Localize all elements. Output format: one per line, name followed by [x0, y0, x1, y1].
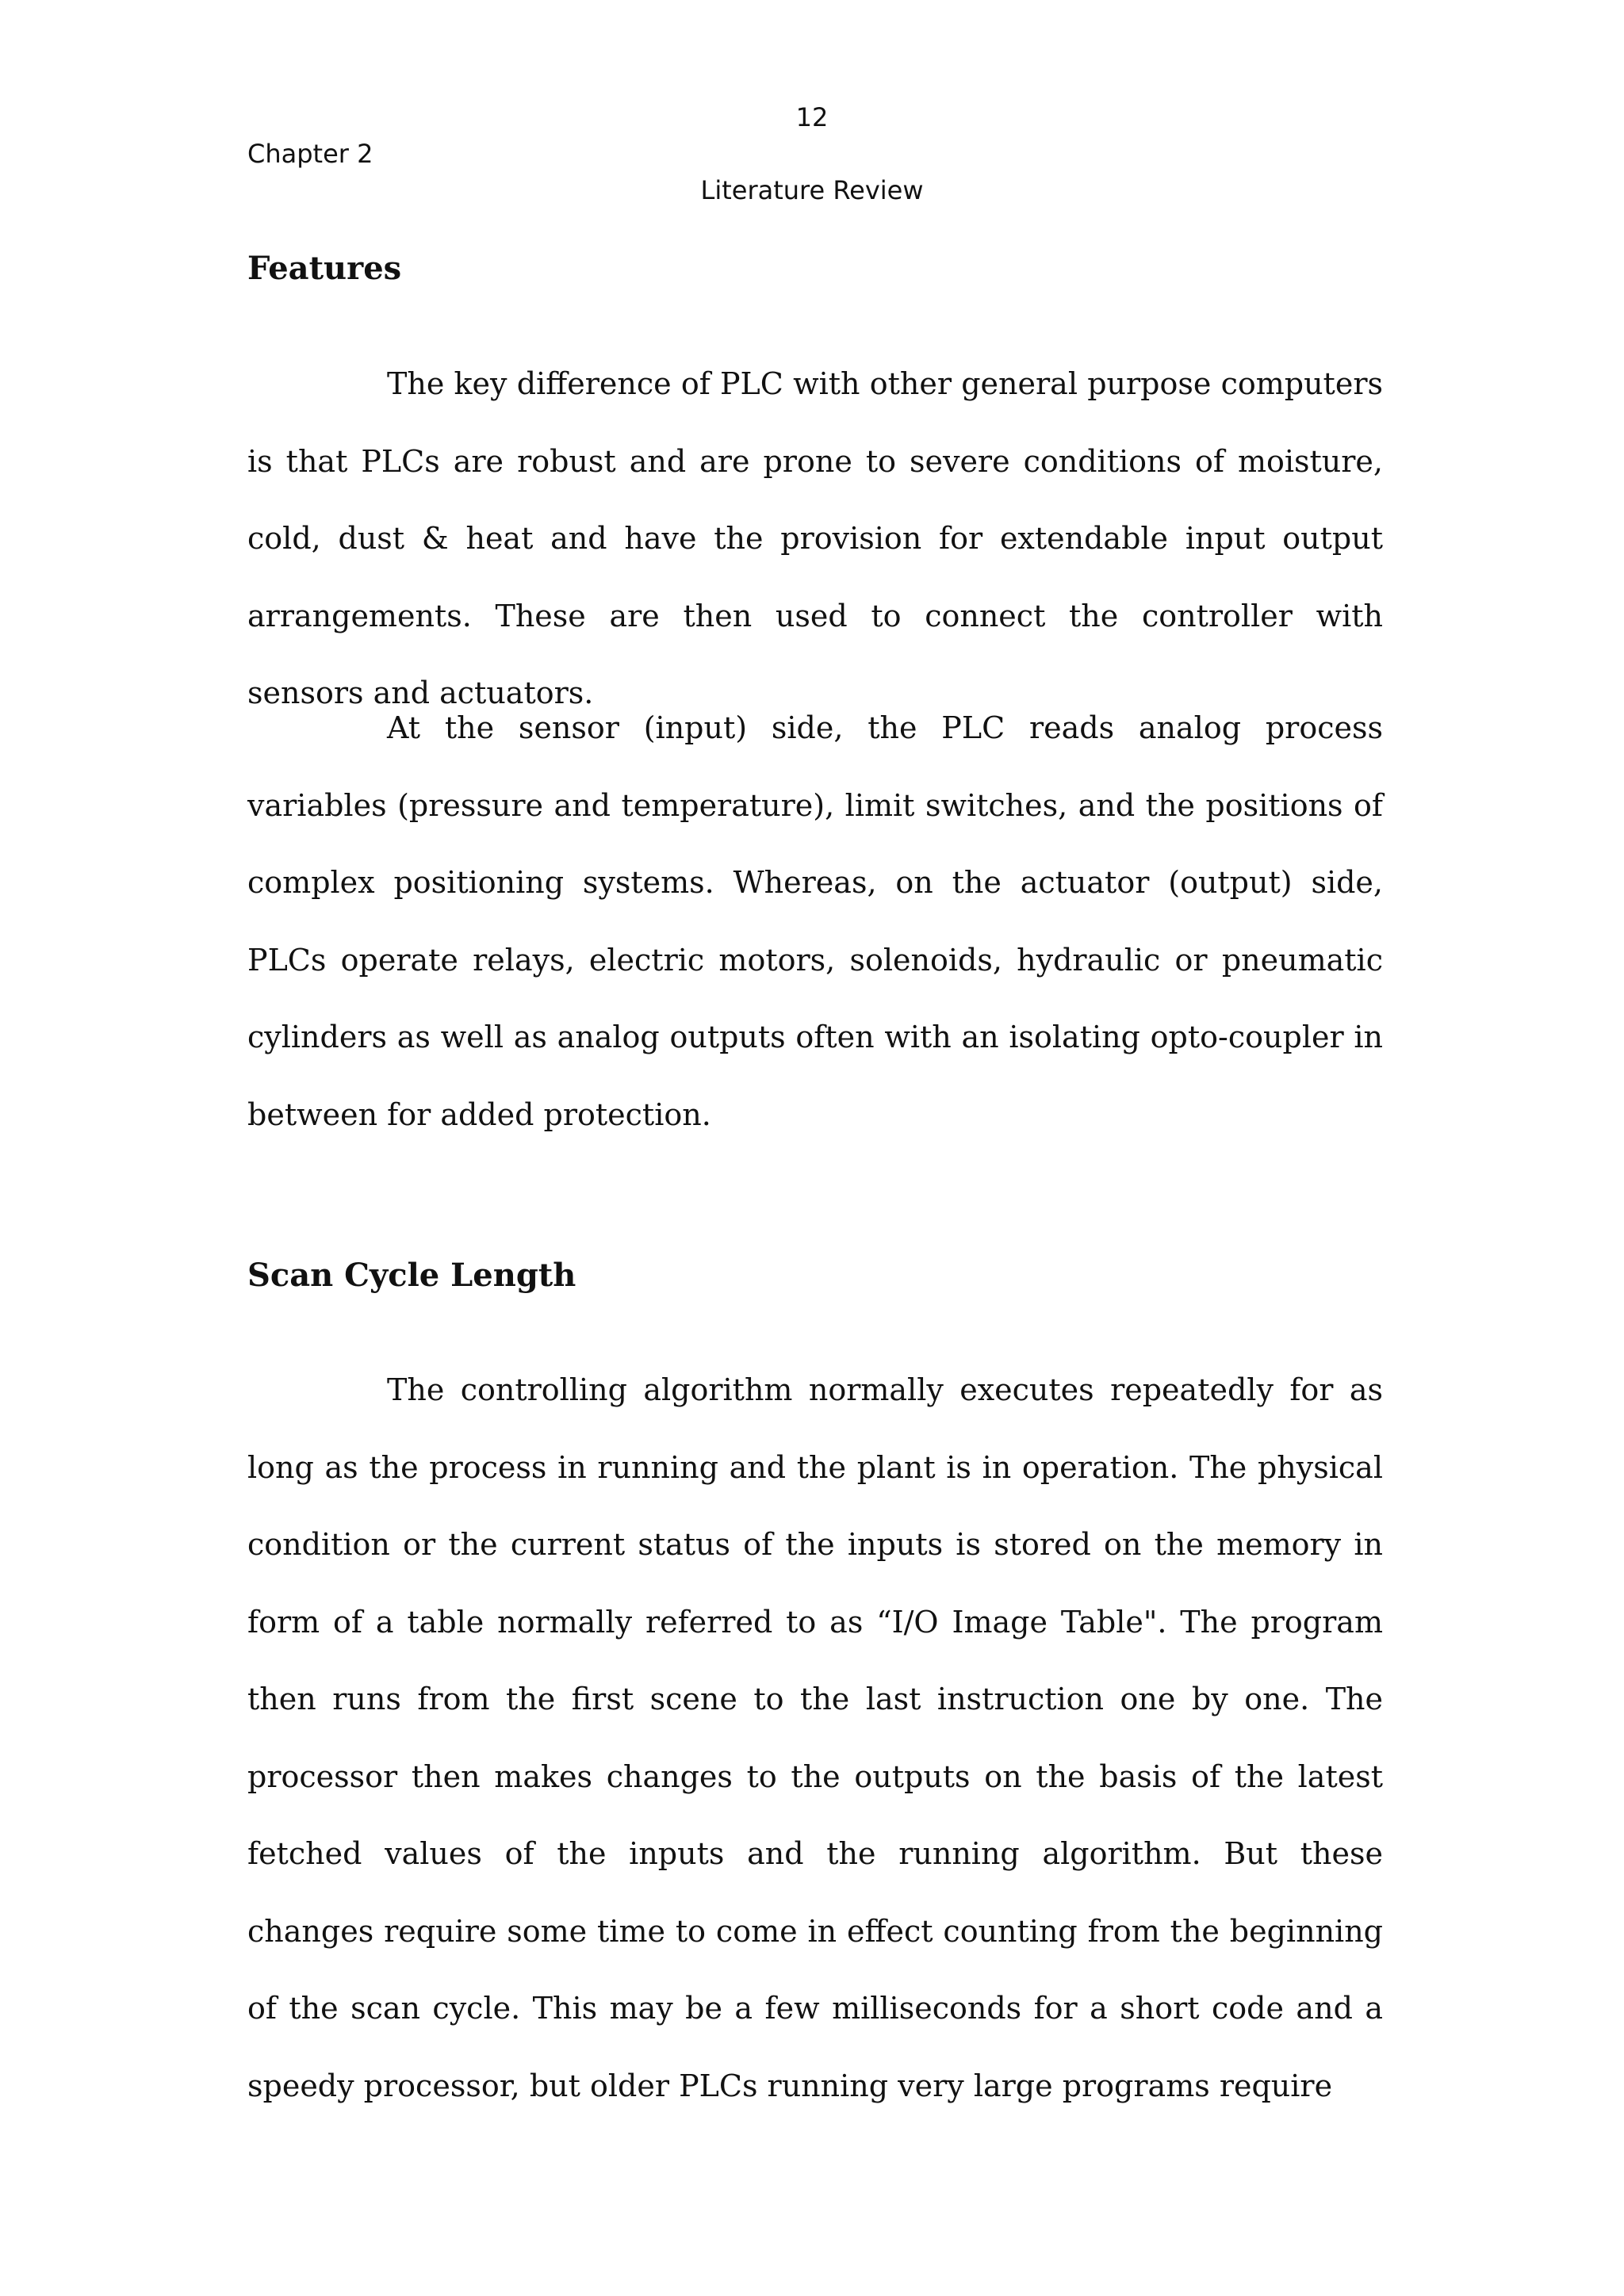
- page-number: 12: [795, 102, 829, 132]
- running-title: Literature Review: [700, 175, 924, 205]
- paragraph: The controlling algorithm normally executes repeatedly for as long as the process in running and the plant is in operation. The physical condition or the current status of the inputs is stored on the memory in form of a table normally referred to as “I/O Image Table". The program then runs from the first scene to the last instruction one by one. The processor then makes changes to the outputs on the basis of the latest fetched values of the inputs and the running algorithm. But these changes require some time to come in effect counting from the beginning of the scan cycle. This may be a few milliseconds for a short code and a speedy processor, but older PLCs running very large programs require: [247, 1372, 1383, 2103]
- section-heading-scan-cycle-length: Scan Cycle Length: [247, 1257, 576, 1294]
- section-heading-features: Features: [247, 250, 402, 287]
- paragraph: At the sensor (input) side, the PLC reads analog process variables (pressure and temperature), limit switches, and the positions of complex positioning systems. Whereas, on the actuator (output) side, PLCs operate relays, electric motors, solenoids, hydraulic or pneumatic cylinders as well as analog outputs often with an isolating opto-coupler in between for added protection.: [247, 710, 1383, 1132]
- paragraph: The key difference of PLC with other general purpose computers is that PLCs are robust and are prone to severe conditions of moisture, cold, dust & heat and have the provision for extendable input output arrangements. These are then used to connect the controller with sensors and actuators.: [247, 366, 1383, 710]
- chapter-label: Chapter 2: [247, 139, 373, 169]
